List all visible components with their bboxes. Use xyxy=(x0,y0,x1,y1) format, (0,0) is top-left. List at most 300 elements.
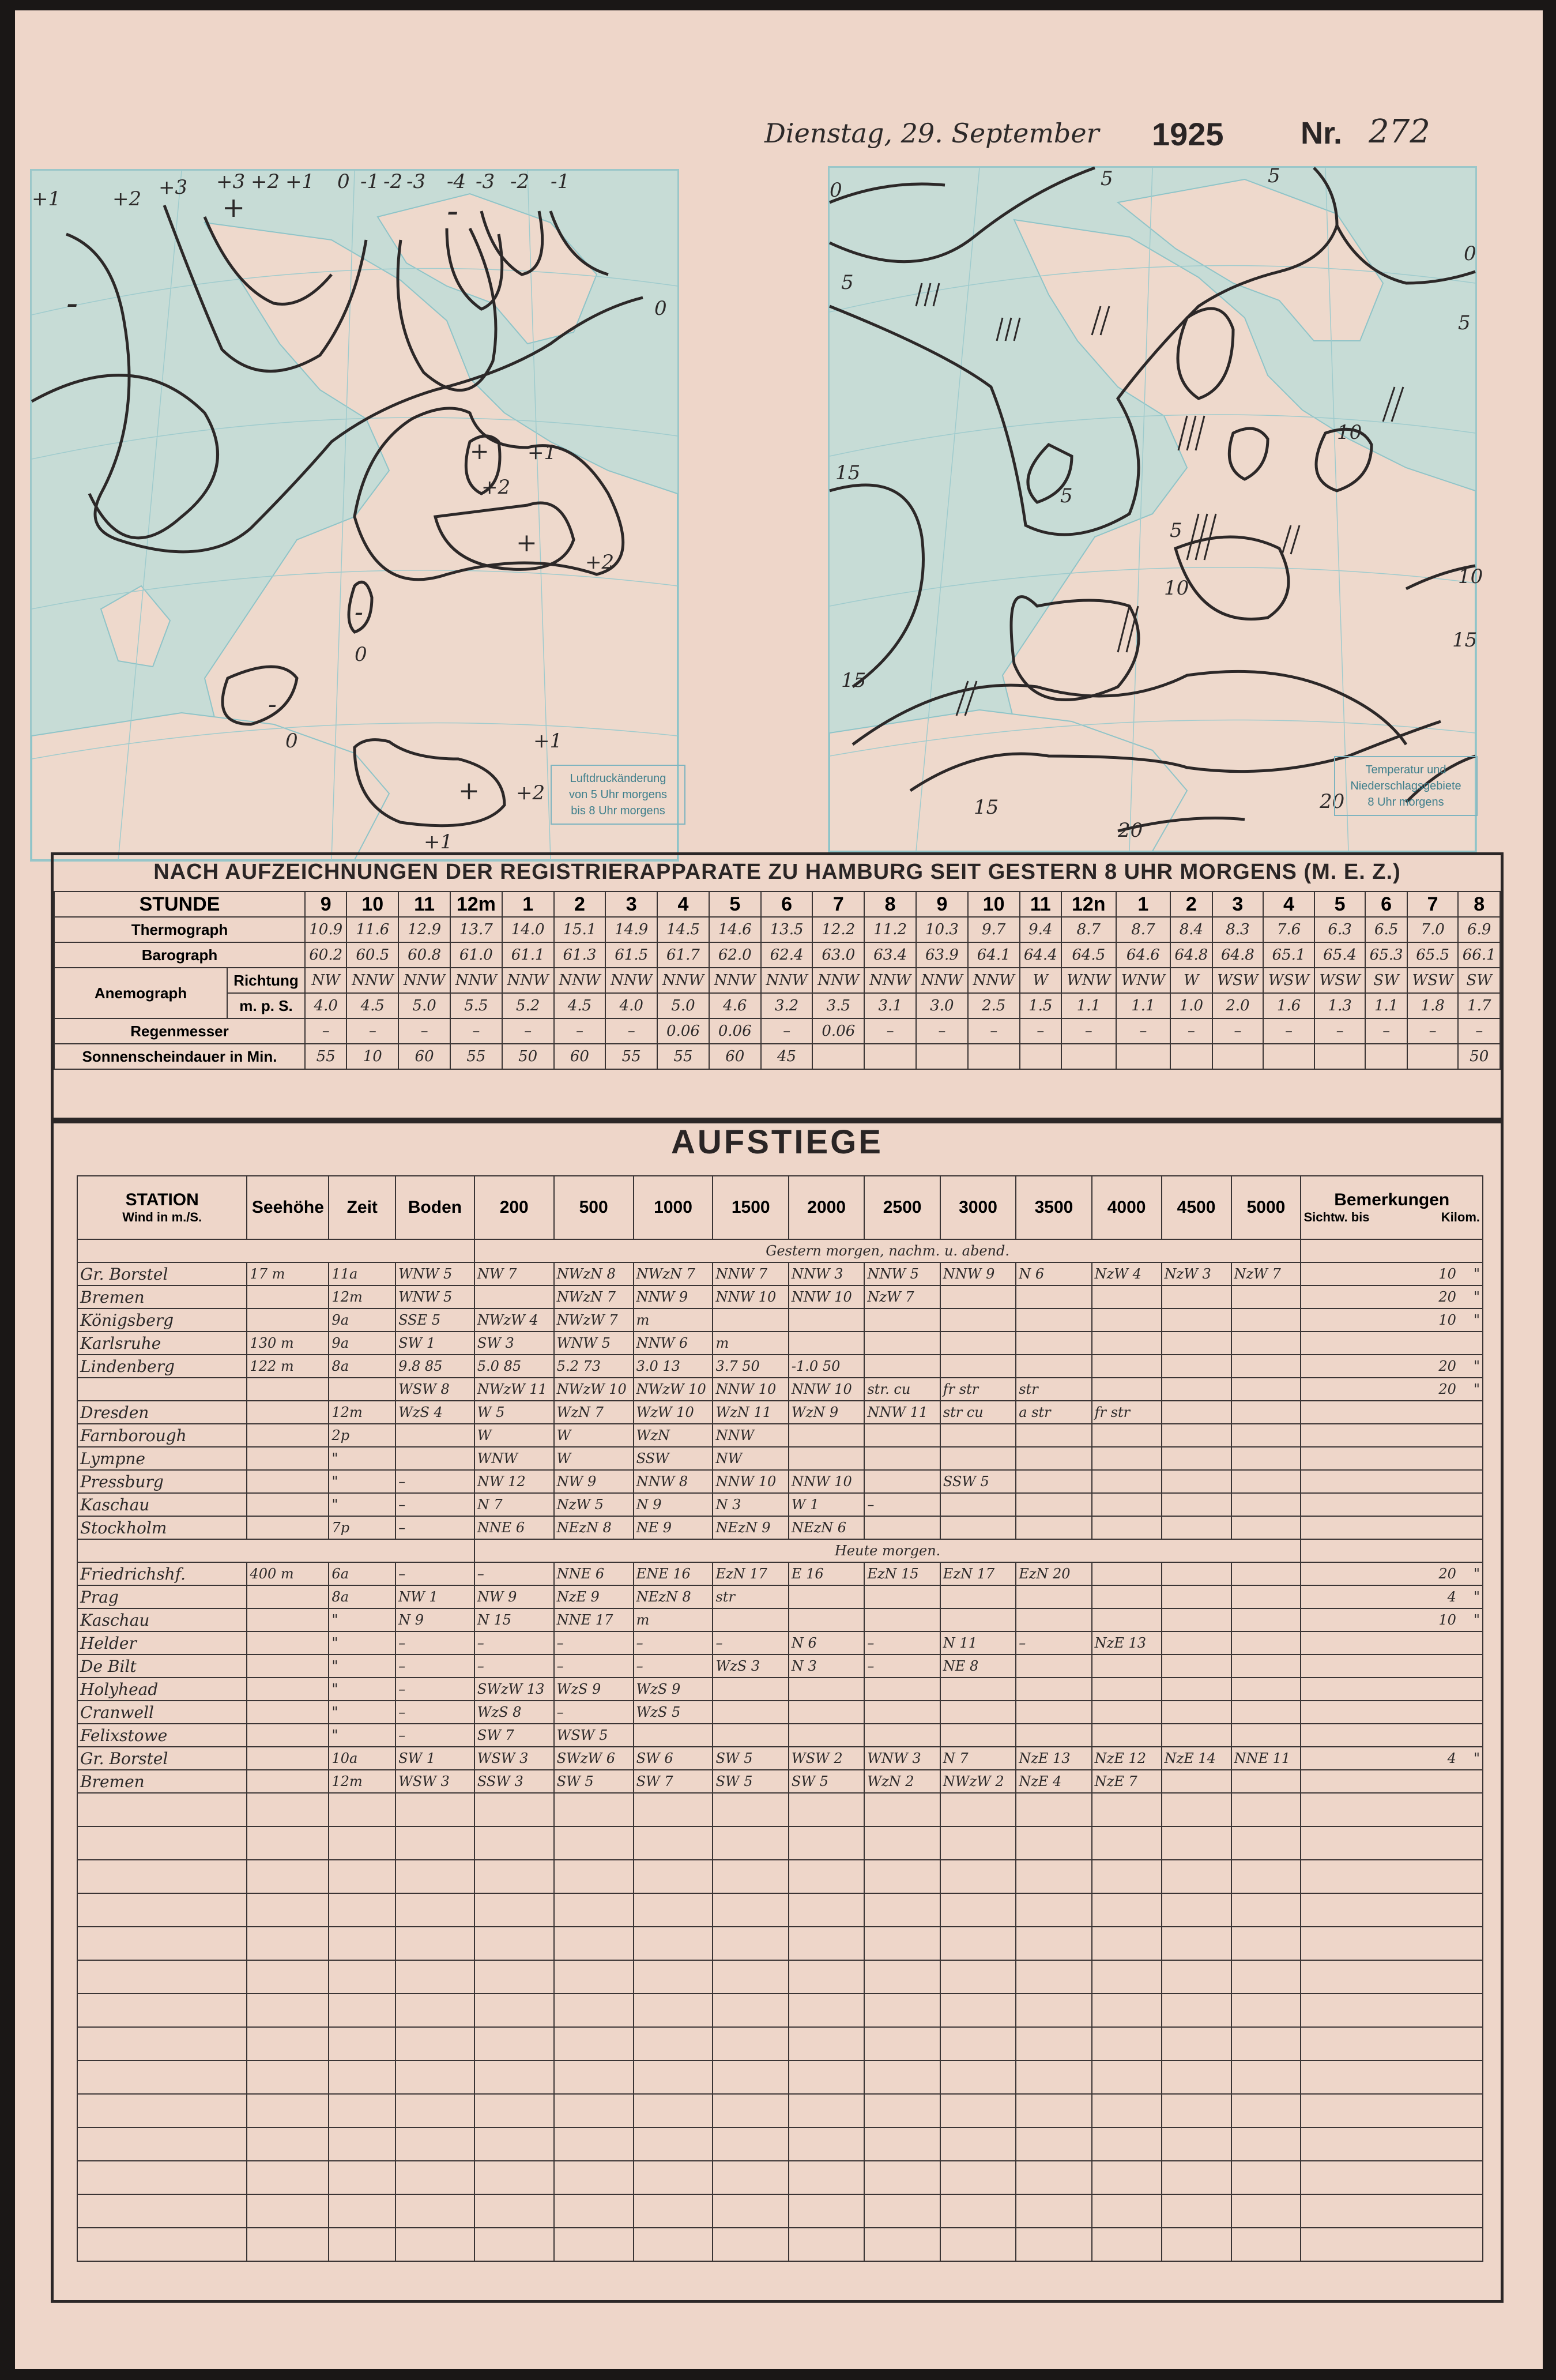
level-wind: NzW 7 xyxy=(1231,1262,1301,1285)
ground-wind: – xyxy=(395,1724,474,1747)
registry-value: NW xyxy=(305,968,346,993)
blank-cell xyxy=(1162,2161,1231,2194)
blank-cell xyxy=(789,1893,864,1927)
visibility-km: 10 xyxy=(1438,1266,1456,1282)
sonnenschein-row xyxy=(54,1044,1500,1069)
blank-cell xyxy=(1016,1994,1091,2027)
ground-wind: SW 1 xyxy=(395,1747,474,1770)
registry-value: 4.5 xyxy=(346,993,398,1018)
visibility-unit-mark: " xyxy=(1473,1566,1480,1582)
pressure-label: + xyxy=(516,528,537,558)
registry-value: 10.3 xyxy=(916,917,968,942)
hour-header: 6 xyxy=(761,892,813,917)
blank-cell xyxy=(789,2061,864,2094)
pressure-label: 0 xyxy=(337,170,350,193)
level-wind: N 11 xyxy=(940,1631,1016,1655)
blank-cell xyxy=(395,1893,474,1927)
blank-cell xyxy=(395,1826,474,1860)
level-wind xyxy=(789,1585,864,1608)
level-wind: NzE 7 xyxy=(1092,1770,1162,1793)
registry-value: NNW xyxy=(812,968,864,993)
blank-cell xyxy=(940,1860,1016,1893)
level-wind: SW 3 xyxy=(474,1332,554,1355)
registry-value: 7.6 xyxy=(1263,917,1314,942)
visibility-remark xyxy=(1301,1493,1483,1516)
station-altitude xyxy=(247,1493,329,1516)
level-wind: NEzN 9 xyxy=(713,1516,788,1539)
blank-cell xyxy=(77,1239,474,1262)
level-wind: str cu xyxy=(940,1401,1016,1424)
registry-value: 60.8 xyxy=(398,942,450,968)
registry-value: 55 xyxy=(605,1044,657,1069)
blank-cell xyxy=(1231,1793,1301,1826)
blank-cell xyxy=(247,1860,329,1893)
visibility-remark xyxy=(1301,1770,1483,1793)
registry-value: – xyxy=(502,1018,554,1044)
blank-cell xyxy=(554,2127,634,2161)
visibility-km: 10 xyxy=(1438,1612,1456,1628)
visibility-remark xyxy=(1301,1309,1483,1332)
temperature-label: 15 xyxy=(974,796,999,819)
blank-cell xyxy=(395,2194,474,2228)
blank-cell xyxy=(940,1826,1016,1860)
level-wind xyxy=(864,1678,940,1701)
station-name: Helder xyxy=(77,1631,247,1655)
level-wind xyxy=(940,1493,1016,1516)
blank-cell xyxy=(395,2027,474,2061)
level-wind: NzE 13 xyxy=(1092,1631,1162,1655)
blank-cell xyxy=(864,1927,940,1960)
level-wind: fr str xyxy=(940,1378,1016,1401)
level-wind xyxy=(713,1678,788,1701)
level-wind: – xyxy=(1016,1631,1091,1655)
level-wind: SW 5 xyxy=(554,1770,634,1793)
blank-cell xyxy=(1016,1927,1091,1960)
level-wind xyxy=(1162,1608,1231,1631)
blank-cell xyxy=(1231,2194,1301,2228)
registry-value: 0.06 xyxy=(709,1018,761,1044)
blank-cell xyxy=(1301,1793,1483,1826)
ground-wind xyxy=(395,1447,474,1470)
bemerkungen-column-header xyxy=(1301,1176,1483,1239)
blank-cell xyxy=(77,1994,247,2027)
blank-cell xyxy=(474,1893,554,1927)
year: 1925 xyxy=(1152,116,1224,152)
level-column-header: 1500 xyxy=(713,1176,788,1239)
seehoehe-column-header: Seehöhe xyxy=(247,1176,329,1239)
pressure-label: 0 xyxy=(355,643,367,666)
blank-cell xyxy=(554,1860,634,1893)
blank-cell xyxy=(474,1826,554,1860)
registry-value: 6.3 xyxy=(1314,917,1366,942)
registry-value: 8.3 xyxy=(1212,917,1264,942)
station-altitude xyxy=(247,1678,329,1701)
station-altitude xyxy=(247,1470,329,1493)
registry-value: 65.3 xyxy=(1365,942,1407,968)
registry-value: 64.6 xyxy=(1116,942,1171,968)
blank-cell xyxy=(634,1927,713,1960)
registry-value: 9.7 xyxy=(968,917,1020,942)
thermograph-row xyxy=(54,917,1500,942)
level-wind xyxy=(1162,1678,1231,1701)
blank-cell xyxy=(864,2228,940,2261)
registry-value: – xyxy=(1020,1018,1061,1044)
level-wind xyxy=(789,1701,864,1724)
level-wind xyxy=(1016,1724,1091,1747)
visibility-unit-mark: " xyxy=(1473,1358,1480,1374)
level-wind xyxy=(1016,1608,1091,1631)
temperature-label: 5 xyxy=(1458,311,1471,334)
registry-value: – xyxy=(1365,1018,1407,1044)
hour-header: 10 xyxy=(968,892,1020,917)
blank-cell xyxy=(474,1994,554,2027)
blank-cell xyxy=(329,1793,395,1826)
observation-time: " xyxy=(329,1678,395,1701)
registry-value: WSW xyxy=(1212,968,1264,993)
level-column-header: 2000 xyxy=(789,1176,864,1239)
ground-wind: SSE 5 xyxy=(395,1309,474,1332)
registry-value: WNW xyxy=(1061,968,1116,993)
registry-value: 1.1 xyxy=(1116,993,1171,1018)
blank-cell xyxy=(247,1826,329,1860)
blank-cell xyxy=(77,2094,247,2127)
station-row xyxy=(77,1724,1483,1747)
registry-value: 64.8 xyxy=(1170,942,1212,968)
visibility-km: 10 xyxy=(1438,1312,1456,1328)
level-wind: – xyxy=(474,1562,554,1585)
blank-cell xyxy=(1092,2027,1162,2061)
level-wind xyxy=(940,1701,1016,1724)
blank-cell xyxy=(474,2194,554,2228)
pressure-label: -3 xyxy=(406,170,426,193)
level-wind: WSW 3 xyxy=(474,1747,554,1770)
level-wind: NWzW 2 xyxy=(940,1770,1016,1793)
level-wind: ENE 16 xyxy=(634,1562,713,1585)
level-wind: N 3 xyxy=(713,1493,788,1516)
blank-cell xyxy=(554,2194,634,2228)
ground-wind: NW 1 xyxy=(395,1585,474,1608)
level-wind xyxy=(1092,1701,1162,1724)
station-row xyxy=(77,1378,1483,1401)
level-wind: WNW 3 xyxy=(864,1747,940,1770)
blank-cell xyxy=(554,2027,634,2061)
level-wind: NzW 7 xyxy=(864,1285,940,1309)
blank-cell xyxy=(1231,1994,1301,2027)
registry-value: – xyxy=(305,1018,346,1044)
registry-value xyxy=(1170,1044,1212,1069)
observation-time xyxy=(329,1378,395,1401)
row-label: Regenmesser xyxy=(54,1018,305,1044)
level-wind xyxy=(1231,1770,1301,1793)
level-column-header: 1000 xyxy=(634,1176,713,1239)
blank-cell xyxy=(474,1860,554,1893)
blank-cell xyxy=(1301,1539,1483,1562)
level-wind: W 5 xyxy=(474,1401,554,1424)
blank-cell xyxy=(77,2194,247,2228)
registry-value xyxy=(1407,1044,1459,1069)
level-wind: WSW 5 xyxy=(554,1724,634,1747)
registry-value: 11.6 xyxy=(346,917,398,942)
blank-cell xyxy=(789,2228,864,2261)
blank-cell xyxy=(940,2194,1016,2228)
level-wind: NW 9 xyxy=(474,1585,554,1608)
station-row xyxy=(77,1447,1483,1470)
station-row xyxy=(77,1309,1483,1332)
station-column-header xyxy=(77,1176,247,1239)
station-row xyxy=(77,1493,1483,1516)
blank-cell xyxy=(1231,2228,1301,2261)
row-sublabel: Richtung xyxy=(227,968,305,993)
temperature-label: 0 xyxy=(1464,242,1476,265)
blank-cell xyxy=(77,1893,247,1927)
blank-cell xyxy=(713,1927,788,1960)
registry-value: 63.0 xyxy=(812,942,864,968)
blank-cell xyxy=(1016,1960,1091,1994)
hour-header: 9 xyxy=(916,892,968,917)
blank-cell xyxy=(554,1793,634,1826)
blank-cell xyxy=(789,2161,864,2194)
hour-header: 2 xyxy=(554,892,606,917)
level-wind: NNW 10 xyxy=(789,1470,864,1493)
level-wind xyxy=(474,1285,554,1309)
registry-value: NNW xyxy=(346,968,398,993)
registry-value: 5.0 xyxy=(657,993,709,1018)
temperature-map-drawing xyxy=(830,164,1483,851)
blank-cell xyxy=(1092,1793,1162,1826)
registry-value: 11.2 xyxy=(864,917,916,942)
registry-value: – xyxy=(1263,1018,1314,1044)
blank-row xyxy=(77,1893,1483,1927)
station-row xyxy=(77,1678,1483,1701)
weather-report-sheet xyxy=(15,10,1543,2369)
section-note: Gestern morgen, nachm. u. abend. xyxy=(474,1239,1301,1262)
registry-value: NNW xyxy=(554,968,606,993)
registry-value: NNW xyxy=(398,968,450,993)
blank-cell xyxy=(634,2161,713,2194)
level-wind xyxy=(1162,1332,1231,1355)
observation-time: 12m xyxy=(329,1401,395,1424)
blank-cell xyxy=(1162,2228,1231,2261)
level-wind: a str xyxy=(1016,1401,1091,1424)
blank-cell xyxy=(77,1960,247,1994)
level-wind: NE 8 xyxy=(940,1655,1016,1678)
level-wind xyxy=(1231,1585,1301,1608)
level-wind: NEzN 6 xyxy=(789,1516,864,1539)
registry-value: NNW xyxy=(709,968,761,993)
level-wind: NWzW 11 xyxy=(474,1378,554,1401)
hour-header: 4 xyxy=(1263,892,1314,917)
registry-value: NNW xyxy=(968,968,1020,993)
blank-cell xyxy=(1162,1927,1231,1960)
level-wind: W xyxy=(474,1424,554,1447)
blank-cell xyxy=(634,2027,713,2061)
level-wind xyxy=(1092,1655,1162,1678)
blank-cell xyxy=(1301,2127,1483,2161)
level-wind: NWzN 8 xyxy=(554,1262,634,1285)
station-row xyxy=(77,1562,1483,1585)
registry-value: 3.5 xyxy=(812,993,864,1018)
level-wind xyxy=(1092,1678,1162,1701)
visibility-remark xyxy=(1301,1355,1483,1378)
station-name: Holyhead xyxy=(77,1678,247,1701)
level-wind xyxy=(1162,1770,1231,1793)
blank-cell xyxy=(634,1893,713,1927)
blank-cell xyxy=(634,1960,713,1994)
level-wind xyxy=(1092,1585,1162,1608)
blank-cell xyxy=(1231,1893,1301,1927)
level-wind: – xyxy=(864,1493,940,1516)
registry-value: NNW xyxy=(450,968,502,993)
blank-cell xyxy=(789,2027,864,2061)
hour-header: 6 xyxy=(1365,892,1407,917)
station-name: Kaschau xyxy=(77,1608,247,1631)
registry-value: 4.0 xyxy=(605,993,657,1018)
registry-value: 60 xyxy=(709,1044,761,1069)
ground-wind: – xyxy=(395,1631,474,1655)
station-name: Dresden xyxy=(77,1401,247,1424)
blank-cell xyxy=(1301,2161,1483,2194)
blank-cell xyxy=(247,2127,329,2161)
registry-value: 55 xyxy=(305,1044,346,1069)
blank-cell xyxy=(940,1793,1016,1826)
registry-value: 1.8 xyxy=(1407,993,1459,1018)
blank-cell xyxy=(713,2161,788,2194)
blank-row xyxy=(77,2027,1483,2061)
anemograph-mps-row xyxy=(54,993,1500,1018)
blank-cell xyxy=(789,1793,864,1826)
registry-value: 64.1 xyxy=(968,942,1020,968)
registry-value: 64.4 xyxy=(1020,942,1061,968)
level-wind xyxy=(1162,1401,1231,1424)
blank-cell xyxy=(789,1826,864,1860)
temperature-label: 5 xyxy=(1268,164,1280,187)
level-column-header: 3500 xyxy=(1016,1176,1091,1239)
blank-cell xyxy=(395,1960,474,1994)
registry-value: 9.4 xyxy=(1020,917,1061,942)
registry-value: 1.5 xyxy=(1020,993,1061,1018)
level-wind: NNW 6 xyxy=(634,1332,713,1355)
level-wind xyxy=(1162,1493,1231,1516)
visibility-km: 20 xyxy=(1438,1381,1456,1397)
registry-value: 3.0 xyxy=(916,993,968,1018)
visibility-unit-mark: " xyxy=(1473,1589,1480,1605)
registry-value: WNW xyxy=(1116,968,1171,993)
registry-title: NACH AUFZEICHNUNGEN DER REGISTRIERAPPARATE ZU HAMBURG SEIT GESTERN 8 UHR MORGENS (M. E. Z.) xyxy=(153,860,1401,884)
aufstiege-title: AUFSTIEGE xyxy=(671,1123,883,1161)
observation-time: " xyxy=(329,1631,395,1655)
temperature-label: 10 xyxy=(1164,577,1189,600)
blank-cell xyxy=(1231,1860,1301,1893)
registry-value: 1.6 xyxy=(1263,993,1314,1018)
visibility-remark xyxy=(1301,1516,1483,1539)
level-wind: -1.0 50 xyxy=(789,1355,864,1378)
level-wind xyxy=(864,1355,940,1378)
station-name xyxy=(77,1378,247,1401)
station-name: Stockholm xyxy=(77,1516,247,1539)
blank-cell xyxy=(474,2161,554,2194)
level-wind xyxy=(1231,1332,1301,1355)
pressure-label: + xyxy=(458,776,480,806)
station-row xyxy=(77,1516,1483,1539)
blank-cell xyxy=(1092,1826,1162,1860)
visibility-unit-mark: " xyxy=(1473,1381,1480,1397)
level-wind: NWzW 4 xyxy=(474,1309,554,1332)
pressure-label: +3 xyxy=(159,176,188,199)
level-wind: str xyxy=(1016,1378,1091,1401)
blank-cell xyxy=(247,1893,329,1927)
level-wind: SWzW 13 xyxy=(474,1678,554,1701)
registry-value: – xyxy=(605,1018,657,1044)
temperature-legend-line: Niederschlagsgebiete xyxy=(1350,780,1461,792)
level-wind: SW 5 xyxy=(713,1747,788,1770)
level-wind: 3.0 13 xyxy=(634,1355,713,1378)
level-wind xyxy=(940,1585,1016,1608)
blank-cell xyxy=(1301,2094,1483,2127)
blank-cell xyxy=(247,2194,329,2228)
hour-header: 11 xyxy=(398,892,450,917)
blank-cell xyxy=(77,1927,247,1960)
level-wind xyxy=(940,1332,1016,1355)
blank-cell xyxy=(634,1860,713,1893)
station-altitude: 400 m xyxy=(247,1562,329,1585)
blank-cell xyxy=(1231,2061,1301,2094)
level-wind xyxy=(1231,1447,1301,1470)
blank-cell xyxy=(247,2161,329,2194)
temperature-label: 15 xyxy=(841,669,866,692)
sichtweite-label: Sichtw. bis xyxy=(1303,1210,1370,1224)
level-wind: NNW 9 xyxy=(940,1262,1016,1285)
registry-value: 7.0 xyxy=(1407,917,1459,942)
observation-time: " xyxy=(329,1701,395,1724)
blank-cell xyxy=(329,2194,395,2228)
registry-value: 62.4 xyxy=(761,942,813,968)
registry-value: 13.7 xyxy=(450,917,502,942)
temperature-map-legend xyxy=(1334,756,1478,816)
level-wind: NNW 10 xyxy=(713,1470,788,1493)
pressure-label: -1 xyxy=(551,170,570,193)
station-altitude xyxy=(247,1424,329,1447)
blank-cell xyxy=(1301,2228,1483,2261)
level-wind: NW 12 xyxy=(474,1470,554,1493)
blank-cell xyxy=(1301,1860,1483,1893)
ground-wind: WSW 8 xyxy=(395,1378,474,1401)
pressure-label: - xyxy=(268,690,277,719)
registry-value: – xyxy=(761,1018,813,1044)
ground-wind: – xyxy=(395,1655,474,1678)
level-wind xyxy=(1016,1355,1091,1378)
registry-value xyxy=(1116,1044,1171,1069)
blank-cell xyxy=(1092,1927,1162,1960)
visibility-remark xyxy=(1301,1285,1483,1309)
pressure-label: +2 xyxy=(112,187,142,210)
blank-cell xyxy=(713,1793,788,1826)
visibility-unit-mark: " xyxy=(1473,1750,1480,1766)
level-wind: SW 5 xyxy=(713,1770,788,1793)
registry-value: 4.5 xyxy=(554,993,606,1018)
blank-cell xyxy=(634,2228,713,2261)
ground-wind: – xyxy=(395,1678,474,1701)
blank-cell xyxy=(1092,1893,1162,1927)
level-wind xyxy=(940,1285,1016,1309)
level-wind: WSW 2 xyxy=(789,1747,864,1770)
level-wind xyxy=(940,1608,1016,1631)
visibility-remark xyxy=(1301,1678,1483,1701)
blank-cell xyxy=(554,2094,634,2127)
station-altitude xyxy=(247,1747,329,1770)
pressure-label: -4 xyxy=(447,170,466,193)
level-wind xyxy=(1092,1424,1162,1447)
blank-cell xyxy=(1162,1960,1231,1994)
